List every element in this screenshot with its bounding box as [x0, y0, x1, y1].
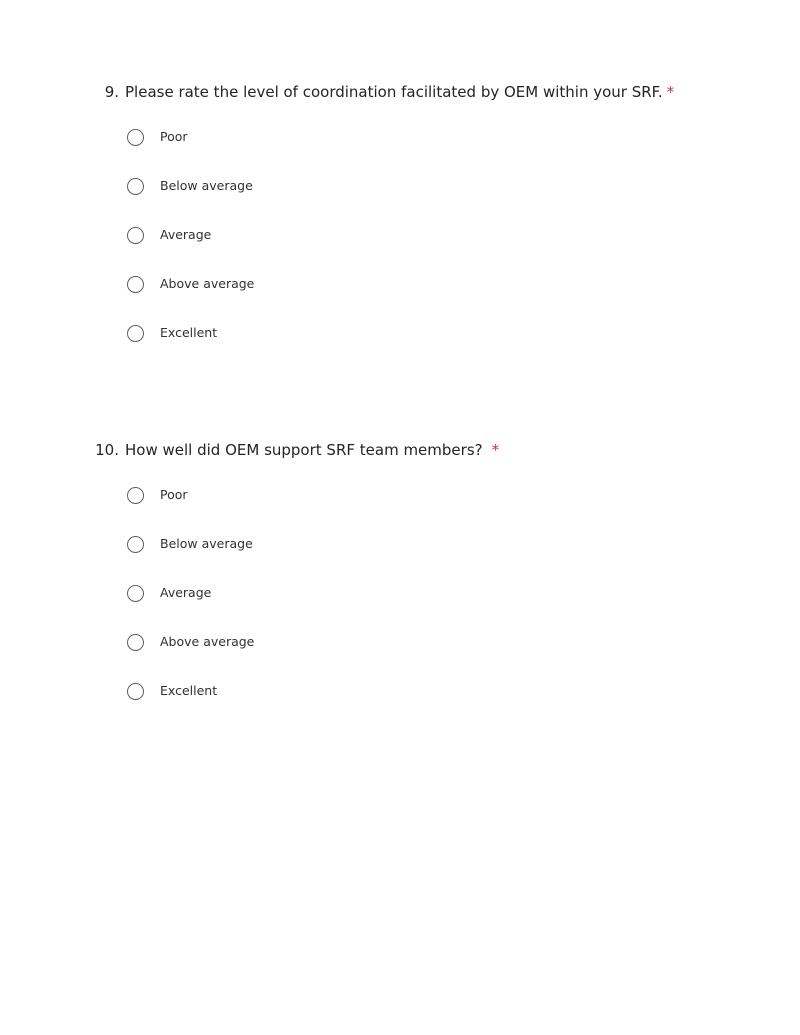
option-label: Below average — [160, 178, 253, 193]
required-star: * — [491, 441, 500, 459]
radio-circle-icon[interactable] — [127, 276, 144, 293]
radio-circle-icon[interactable] — [127, 683, 144, 700]
radio-circle-icon[interactable] — [127, 487, 144, 504]
radio-group — [127, 485, 254, 730]
radio-circle-icon[interactable] — [127, 536, 144, 553]
radio-option-above-average[interactable] — [127, 632, 254, 652]
radio-circle-icon[interactable] — [127, 178, 144, 195]
radio-option-excellent[interactable] — [127, 681, 254, 701]
option-label: Average — [160, 227, 212, 242]
radio-circle-icon[interactable] — [127, 585, 144, 602]
radio-circle-icon[interactable] — [127, 325, 144, 342]
question-9 — [0, 82, 800, 340]
option-label: Excellent — [160, 683, 218, 698]
option-label: Below average — [160, 536, 253, 551]
question-text: Please rate the level of coordination facilitated by OEM within your SRF. — [125, 83, 663, 101]
option-label: Excellent — [160, 325, 218, 340]
question-10 — [0, 440, 800, 698]
question-text-wrap — [125, 82, 674, 102]
radio-group — [127, 127, 254, 372]
radio-circle-icon[interactable] — [127, 227, 144, 244]
radio-option-excellent[interactable] — [127, 323, 254, 343]
question-title — [0, 82, 800, 102]
required-star: * — [666, 83, 675, 101]
question-number: 10. — [95, 441, 119, 459]
question-title — [0, 440, 800, 460]
option-label: Above average — [160, 634, 255, 649]
radio-option-average[interactable] — [127, 225, 254, 245]
question-text: How well did OEM support SRF team members? — [125, 441, 483, 459]
radio-option-below-average[interactable] — [127, 176, 254, 196]
question-text-wrap — [125, 440, 499, 460]
option-label: Poor — [160, 487, 188, 502]
radio-option-poor[interactable] — [127, 127, 254, 147]
radio-circle-icon[interactable] — [127, 129, 144, 146]
radio-option-average[interactable] — [127, 583, 254, 603]
radio-option-above-average[interactable] — [127, 274, 254, 294]
question-number: 9. — [104, 83, 119, 101]
option-label: Above average — [160, 276, 255, 291]
option-label: Poor — [160, 129, 188, 144]
option-label: Average — [160, 585, 212, 600]
radio-circle-icon[interactable] — [127, 634, 144, 651]
radio-option-poor[interactable] — [127, 485, 254, 505]
radio-option-below-average[interactable] — [127, 534, 254, 554]
